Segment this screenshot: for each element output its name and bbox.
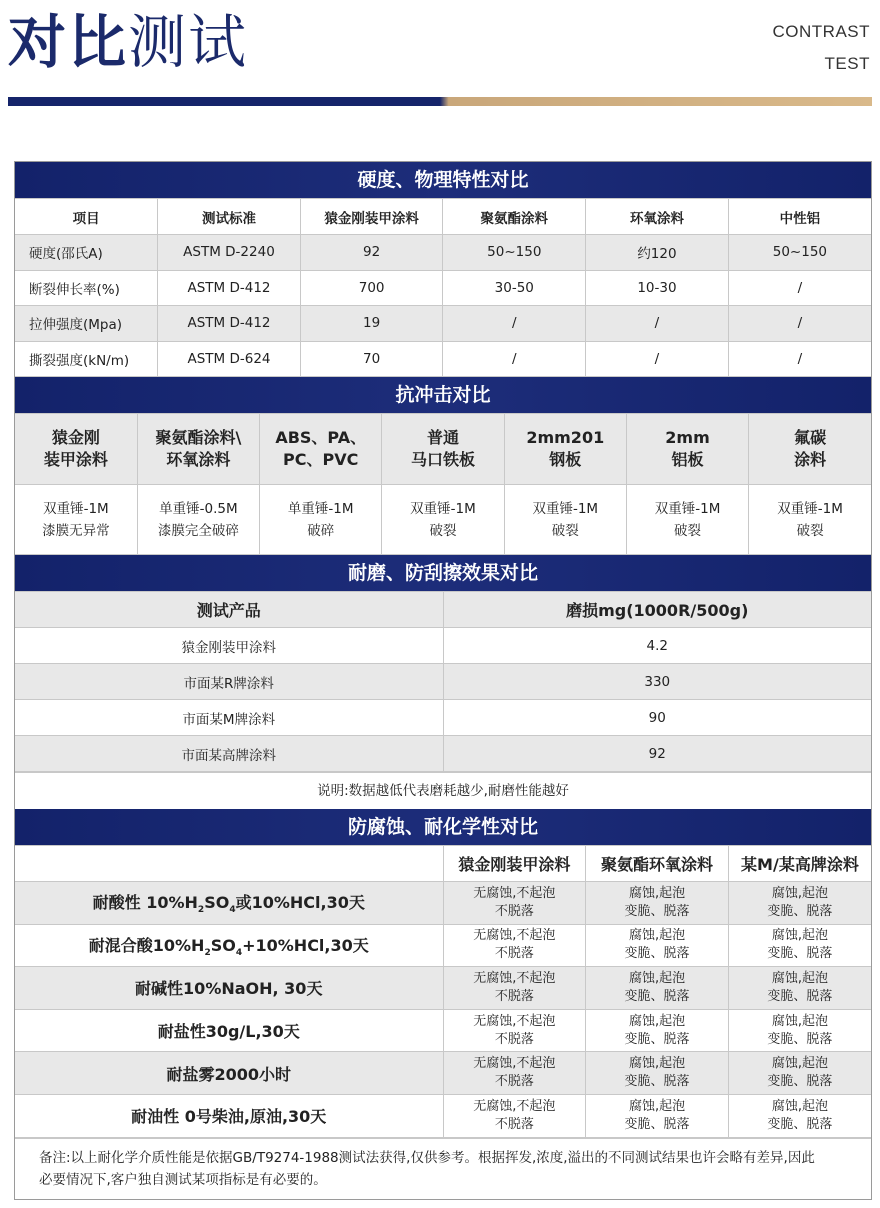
column-header	[749, 414, 871, 485]
cell-line: 破裂	[674, 522, 702, 539]
result-cell	[728, 1052, 871, 1095]
result-line: 变脆、脱落	[624, 946, 690, 962]
condition-text: 耐盐雾2000小时	[166, 1064, 292, 1084]
table-cell: /	[728, 270, 871, 306]
row-label: 断裂伸长率(%)	[15, 270, 158, 306]
column-header: 测试标准	[158, 199, 301, 235]
subtitle-line-2: TEST	[824, 54, 870, 73]
column-header-line: PC、PVC	[283, 450, 359, 469]
result-line: 腐蚀,起泡	[771, 885, 828, 901]
column-header-line: 铝板	[671, 450, 704, 469]
column-header: 项目	[15, 199, 158, 235]
table-cell	[15, 485, 137, 555]
table-row	[15, 664, 871, 700]
result-cell	[443, 1052, 586, 1095]
result-cell	[586, 1094, 729, 1137]
result-cell	[443, 1094, 586, 1137]
result-line: 不脱落	[494, 988, 534, 1004]
page-title-bold: 对比	[8, 8, 129, 76]
result-line: 腐蚀,起泡	[771, 1056, 828, 1072]
cell-line: 破裂	[429, 522, 457, 539]
cell-line: 双重锤-1M	[654, 500, 721, 517]
result-cell	[586, 1009, 729, 1052]
column-header-line: 猿金刚	[51, 428, 100, 447]
column-header-line: 装甲涂料	[43, 450, 108, 469]
result-line: 变脆、脱落	[624, 1116, 690, 1132]
cell-line: 破裂	[796, 522, 824, 539]
cell-line: 漆膜完全破碎	[157, 522, 239, 539]
table-row	[15, 341, 871, 377]
wear-value: 90	[443, 700, 871, 736]
corrosion-section-title: 防腐蚀、耐化学性对比	[15, 809, 871, 845]
condition-text: 耐酸性 10%H	[92, 893, 198, 913]
wear-value: 330	[443, 664, 871, 700]
test-condition	[15, 882, 443, 925]
result-cell	[728, 882, 871, 925]
column-header-line: 涂料	[794, 450, 827, 469]
column-header: 测试产品	[15, 592, 443, 628]
table-row	[15, 1094, 871, 1137]
row-label: 拉伸强度(Mpa)	[15, 306, 158, 342]
table-cell: 50~150	[443, 235, 586, 271]
table-row	[15, 235, 871, 271]
table-row	[15, 1052, 871, 1095]
table-row	[15, 1009, 871, 1052]
cell-line: 双重锤-1M	[532, 500, 599, 517]
abrasion-table	[15, 591, 871, 772]
column-header-line: ABS、PA、	[275, 428, 367, 447]
result-line: 腐蚀,起泡	[771, 1098, 828, 1114]
blank-header	[15, 846, 443, 882]
condition-text: SO	[210, 935, 236, 955]
table-cell: /	[728, 306, 871, 342]
result-cell	[586, 967, 729, 1010]
column-header-line: 氟碳	[794, 428, 827, 447]
result-line: 变脆、脱落	[624, 903, 690, 919]
row-label: 撕裂强度(kN/m)	[15, 341, 158, 377]
column-header	[260, 414, 382, 485]
subscript: 2	[197, 905, 205, 916]
table-cell: ASTM D-2240	[158, 235, 301, 271]
result-line: 腐蚀,起泡	[771, 970, 828, 986]
result-line: 不脱落	[494, 946, 534, 962]
table-row	[15, 628, 871, 664]
table-cell: /	[728, 341, 871, 377]
result-line: 变脆、脱落	[624, 1074, 690, 1090]
column-header-line: 2mm	[665, 428, 710, 447]
column-header: 聚氨酯环氧涂料	[586, 846, 729, 882]
result-line: 不脱落	[494, 1074, 534, 1090]
column-header-line: 马口铁板	[410, 450, 475, 469]
table-cell: ASTM D-624	[158, 341, 301, 377]
condition-text: +10%HCl,30天	[242, 935, 369, 955]
table-cell: 700	[300, 270, 443, 306]
result-line: 不脱落	[494, 1116, 534, 1132]
column-header-line: 环氧涂料	[166, 450, 231, 469]
result-line: 无腐蚀,不起泡	[473, 885, 556, 901]
cell-line: 破碎	[307, 522, 335, 539]
table-cell	[382, 485, 504, 555]
result-cell	[443, 882, 586, 925]
result-line: 无腐蚀,不起泡	[473, 1013, 556, 1029]
table-cell: 92	[300, 235, 443, 271]
subscript: 2	[204, 947, 211, 958]
column-header-line: 聚氨酯涂料\	[155, 428, 242, 447]
test-condition	[15, 1052, 443, 1095]
result-line: 腐蚀,起泡	[628, 885, 686, 901]
result-line: 不脱落	[494, 903, 534, 919]
wear-value: 4.2	[443, 628, 871, 664]
table-cell	[504, 485, 626, 555]
column-header	[504, 414, 626, 485]
result-cell	[586, 924, 729, 967]
table-cell	[137, 485, 259, 555]
column-header: 聚氨酯涂料	[443, 199, 586, 235]
table-cell: 约120	[586, 235, 729, 271]
column-header-line: 2mm201	[526, 428, 605, 447]
table-row	[15, 414, 871, 485]
table-header-row	[15, 846, 871, 882]
column-header	[626, 414, 748, 485]
result-cell	[728, 1094, 871, 1137]
table-cell: /	[586, 306, 729, 342]
table-cell	[749, 485, 871, 555]
table-row	[15, 700, 871, 736]
result-cell	[443, 1009, 586, 1052]
result-line: 腐蚀,起泡	[628, 1056, 686, 1072]
table-cell	[626, 485, 748, 555]
condition-text: 或10%HCl,30天	[235, 893, 365, 913]
table-row	[15, 924, 871, 967]
table-cell: /	[443, 341, 586, 377]
column-header: 磨损mg(1000R/500g)	[443, 592, 871, 628]
result-cell	[443, 924, 586, 967]
result-line: 无腐蚀,不起泡	[473, 970, 556, 986]
result-line: 不脱落	[494, 1031, 534, 1047]
condition-text: 耐混合酸10%H	[88, 935, 205, 955]
result-line: 变脆、脱落	[767, 946, 833, 962]
result-line: 变脆、脱落	[767, 1031, 833, 1047]
cell-line: 漆膜无异常	[42, 522, 110, 539]
column-header-line: 钢板	[549, 450, 582, 469]
table-cell: /	[586, 341, 729, 377]
result-line: 变脆、脱落	[624, 988, 690, 1004]
table-cell	[260, 485, 382, 555]
page-subtitle	[773, 16, 871, 80]
result-line: 无腐蚀,不起泡	[473, 1098, 556, 1114]
test-condition	[15, 924, 443, 967]
result-line: 腐蚀,起泡	[771, 928, 828, 944]
result-line: 无腐蚀,不起泡	[473, 928, 556, 944]
subtitle-line-1: CONTRAST	[772, 22, 870, 41]
column-header: 猿金刚装甲涂料	[443, 846, 586, 882]
condition-text: 耐油性 0号柴油,原油,30天	[131, 1107, 327, 1127]
page-title	[8, 6, 248, 78]
cell-line: 破裂	[551, 522, 579, 539]
column-header	[15, 414, 137, 485]
hardness-section-title: 硬度、物理特性对比	[15, 162, 871, 198]
header-rule	[8, 97, 872, 106]
table-cell: 30-50	[443, 270, 586, 306]
result-cell	[728, 924, 871, 967]
column-header: 猿金刚装甲涂料	[300, 199, 443, 235]
condition-text: SO	[204, 893, 230, 913]
condition-text: 耐碱性10%NaOH, 30天	[135, 979, 323, 999]
result-cell	[728, 1009, 871, 1052]
comparison-tables	[14, 161, 872, 1200]
cell-line: 单重锤-0.5M	[159, 500, 238, 517]
table-cell: 50~150	[728, 235, 871, 271]
result-cell	[586, 882, 729, 925]
table-header-row	[15, 199, 871, 235]
corrosion-table	[15, 845, 871, 1138]
result-line: 变脆、脱落	[767, 903, 833, 919]
table-cell: ASTM D-412	[158, 270, 301, 306]
product-name: 市面某高牌涂料	[15, 736, 443, 772]
column-header: 环氧涂料	[586, 199, 729, 235]
result-line: 无腐蚀,不起泡	[473, 1056, 556, 1072]
result-line: 腐蚀,起泡	[628, 1098, 686, 1114]
column-header: 某M/某高牌涂料	[728, 846, 871, 882]
result-line: 腐蚀,起泡	[628, 1013, 686, 1029]
impact-section-title: 抗冲击对比	[15, 377, 871, 413]
product-name: 市面某M牌涂料	[15, 700, 443, 736]
page-title-rest: 测试	[128, 8, 249, 76]
cell-line: 单重锤-1M	[287, 500, 354, 517]
table-cell: 70	[300, 341, 443, 377]
column-header-line: 普通	[426, 428, 459, 447]
table-cell: 19	[300, 306, 443, 342]
cell-line: 双重锤-1M	[410, 500, 476, 517]
subscript: 4	[229, 905, 236, 916]
table-row	[15, 882, 871, 925]
impact-table	[15, 413, 871, 555]
result-cell	[443, 967, 586, 1010]
result-line: 变脆、脱落	[767, 1074, 833, 1090]
result-cell	[586, 1052, 729, 1095]
remark-line-2: 必要情况下,客户独自测试某项指标是有必要的。	[39, 1171, 327, 1188]
result-line: 变脆、脱落	[767, 988, 833, 1004]
result-line: 腐蚀,起泡	[771, 1013, 828, 1029]
result-line: 变脆、脱落	[767, 1116, 833, 1132]
remark-line-1: 备注:以上耐化学介质性能是依据GB/T9274-1988测试法获得,仅供参考。根据挥发,浓度,溢出的不同测试结果也许会略有差异,因此	[39, 1149, 815, 1166]
hardness-table	[15, 198, 871, 377]
abrasion-section-title: 耐磨、防刮擦效果对比	[15, 555, 871, 591]
table-row	[15, 967, 871, 1010]
abrasion-note: 说明:数据越低代表磨耗越少,耐磨性能越好	[15, 772, 871, 809]
subscript: 4	[235, 947, 243, 958]
table-cell: 10-30	[586, 270, 729, 306]
table-cell: ASTM D-412	[158, 306, 301, 342]
table-cell: /	[443, 306, 586, 342]
condition-text: 耐盐性30g/L,30天	[157, 1022, 300, 1042]
result-line: 腐蚀,起泡	[628, 928, 686, 944]
test-condition	[15, 967, 443, 1010]
product-name: 市面某R牌涂料	[15, 664, 443, 700]
result-cell	[728, 967, 871, 1010]
column-header	[137, 414, 259, 485]
table-row	[15, 485, 871, 555]
table-row	[15, 270, 871, 306]
row-label: 硬度(邵氏A)	[15, 235, 158, 271]
table-row	[15, 306, 871, 342]
column-header: 中性铝	[728, 199, 871, 235]
column-header	[382, 414, 504, 485]
product-name: 猿金刚装甲涂料	[15, 628, 443, 664]
cell-line: 双重锤-1M	[777, 500, 843, 517]
result-line: 变脆、脱落	[624, 1031, 690, 1047]
test-condition	[15, 1009, 443, 1052]
wear-value: 92	[443, 736, 871, 772]
corrosion-remark	[15, 1138, 871, 1199]
cell-line: 双重锤-1M	[43, 500, 109, 517]
table-header-row	[15, 592, 871, 628]
table-row	[15, 736, 871, 772]
test-condition	[15, 1094, 443, 1137]
result-line: 腐蚀,起泡	[628, 970, 686, 986]
